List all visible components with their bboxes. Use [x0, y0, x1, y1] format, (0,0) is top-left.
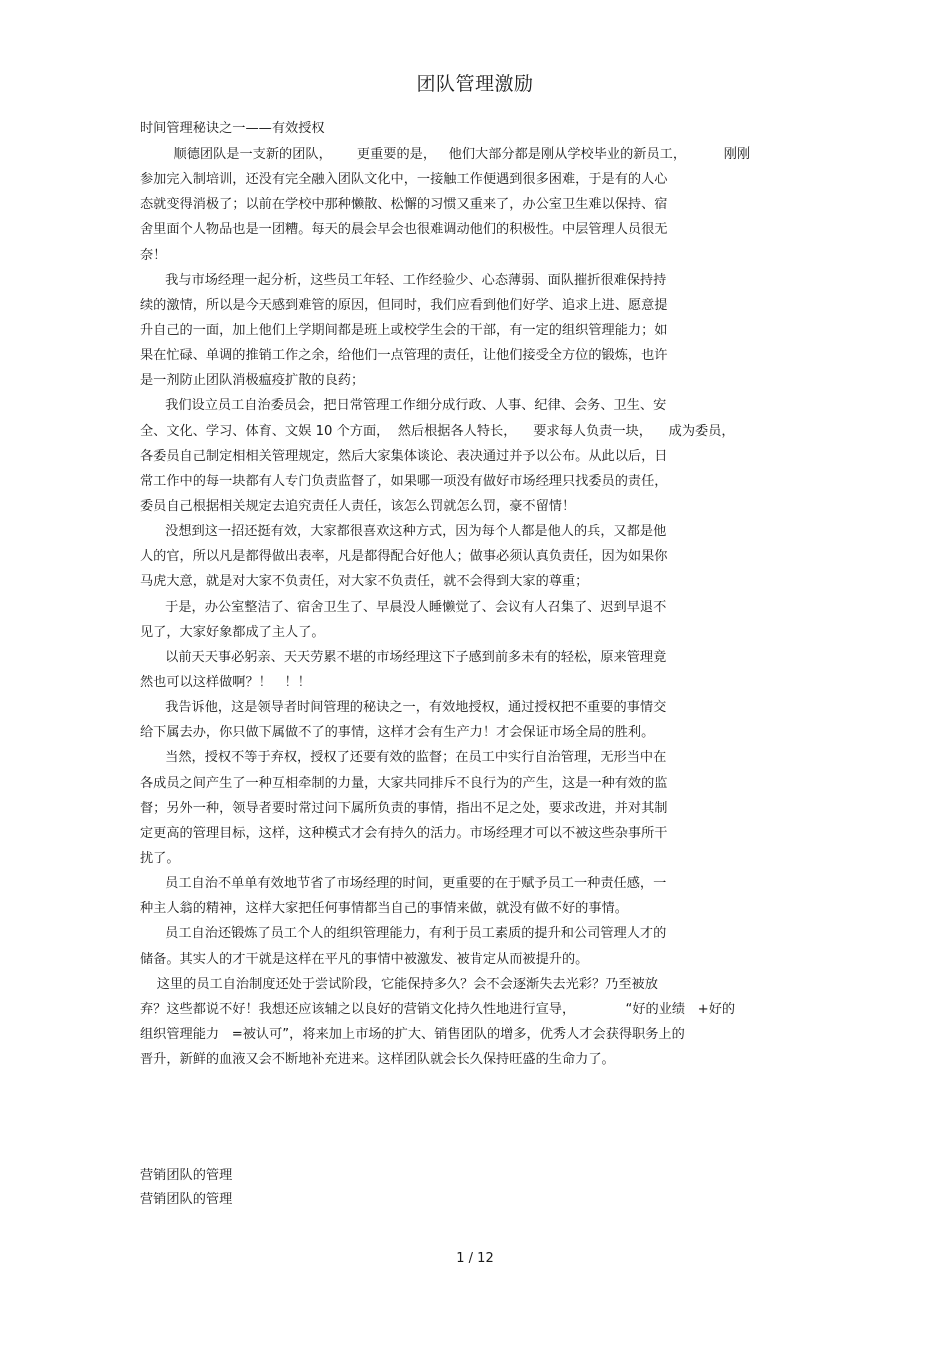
body-line: 全、文化、学习、体育、文娱 10 个方面， 然后根据各人特长， 要求每人负责一块， 成为委员， — [140, 423, 735, 439]
body-line: 弃？这些都说不好！我想还应该辅之以良好的营销文化持久性地进行宣导， “好的业绩 +好的 — [140, 1001, 736, 1017]
body-line: 于是，办公室整洁了、宿舍卫生了、早晨没人睡懒觉了、会议有人召集了、迟到早退不 — [140, 599, 667, 615]
body-line: 没想到这一招还挺有效，大家都很喜欢这种方式，因为每个人都是他人的兵，又都是他 — [140, 524, 667, 540]
body-line: 舍里面个人物品也是一团糟。每天的晨会早会也很难调动他们的积极性。中层管理人员很无 — [140, 222, 668, 238]
body-line: 是一剂防止团队消极瘟疫扩散的良药； — [140, 373, 365, 389]
body-line: 储备。其实人的才干就是这样在平凡的事情中被激发、被肯定从而被提升的。 — [140, 951, 589, 967]
footer-heading: 营销团队的管理 — [140, 1192, 233, 1207]
body-line: 顺德团队是一支新的团队， 更重要的是， 他们大部分都是刚从学校毕业的新员工， 刚刚 — [140, 147, 751, 162]
body-line: 我们设立员工自治委员会，把日常管理工作细分成行政、人事、纪律、会务、卫生、安 — [140, 398, 667, 414]
body-line: 员工自治不单单有效地节省了市场经理的时间，更重要的在于赋予员工一种责任感，一 — [140, 876, 667, 892]
body-line: 见了，大家好象都成了主人了。 — [140, 624, 325, 640]
body-line: 当然，授权不等于弃权，授权了还要有效的监督；在员工中实行自治管理，无形当中在 — [140, 750, 667, 766]
footer-heading: 营销团队的管理 — [140, 1168, 233, 1183]
body-line: 组织管理能力 =被认可”，将来加上市场的扩大、销售团队的增多，优秀人才会获得职务上的 — [140, 1026, 685, 1042]
page-number: 1 / 12 — [456, 1251, 494, 1266]
document-body — [140, 142, 810, 1072]
body-line: 给下属去办，你只做下属做不了的事情，这样才会有生产力！才会保证市场全局的胜利。 — [140, 725, 655, 741]
body-line: 态就变得消极了；以前在学校中那种懒散、松懈的习惯又重来了，办公室卫生难以保持、宿 — [140, 197, 668, 213]
body-line: 定更高的管理目标，这样，这种模式才会有持久的活力。市场经理才可以不被这些杂事所干 — [140, 825, 668, 841]
body-line: 我与市场经理一起分析，这些员工年轻、工作经验少、心态薄弱、面队摧折很难保持持 — [140, 272, 667, 288]
body-line: 果在忙碌、单调的推销工作之余，给他们一点管理的责任，让他们接受全方位的锻炼，也许 — [140, 348, 668, 364]
body-line: 扰了。 — [140, 850, 180, 866]
body-line: 升自己的一面，加上他们上学期间都是班上或校学生会的干部，有一定的组织管理能力；如 — [140, 322, 668, 338]
body-line: 各委员自己制定相相关管理规定，然后大家集体谈论、表决通过并予以公布。从此以后，日 — [140, 448, 668, 464]
body-line: 各成员之间产生了一种互相牵制的力量，大家共同排斥不良行为的产生，这是一种有效的监 — [140, 775, 668, 791]
body-line: 晋升，新鲜的血液又会不断地补充进来。这样团队就会长久保持旺盛的生命力了。 — [140, 1052, 615, 1068]
body-line: 人的官，所以凡是都得做出表率，凡是都得配合好他人；做事必须认真负责任，因为如果你 — [140, 549, 668, 565]
body-line: 委员自己根据相关规定去追究责任人责任，该怎么罚就怎么罚，豪不留情！ — [140, 498, 576, 514]
body-line: 督；另外一种，领导者要时常过问下属所负责的事情，指出不足之处，要求改进，并对其制 — [140, 800, 668, 816]
body-line: 然也可以这样做啊？！ ！！ — [140, 674, 311, 690]
body-line: 常工作中的每一块都有人专门负责监督了，如果哪一项没有做好市场经理只找委员的责任， — [140, 473, 668, 489]
body-line: 这里的员工自治制度还处于尝试阶段，它能保持多久？会不会逐渐失去光彩？乃至被放 — [140, 976, 658, 992]
body-line: 以前天天事必躬亲、天天劳累不堪的市场经理这下子感到前多未有的轻松，原来管理竟 — [140, 649, 667, 665]
section-subtitle: 时间管理秘诀之一——有效授权 — [140, 121, 325, 136]
body-line: 我告诉他，这是领导者时间管理的秘诀之一，有效地授权，通过授权把不重要的事情交 — [140, 700, 667, 716]
body-line: 员工自治还锻炼了员工个人的组织管理能力，有利于员工素质的提升和公司管理人才的 — [140, 926, 667, 942]
footer-headings — [140, 1164, 232, 1212]
body-line: 参加完入制培训，还没有完全融入团队文化中，一接触工作便遇到很多困难，于是有的人心 — [140, 172, 668, 188]
body-line: 马虎大意，就是对大家不负责任，对大家不负责任，就不会得到大家的尊重； — [140, 574, 589, 590]
document-title: 团队管理激励 — [416, 73, 534, 95]
body-line: 续的激情，所以是今天感到难管的原因，但同时，我们应看到他们好学、追求上进、愿意提 — [140, 297, 668, 313]
body-line: 奈！ — [140, 247, 167, 263]
body-line: 种主人翁的精神，这样大家把任何事情都当自己的事情来做，就没有做不好的事情。 — [140, 901, 628, 917]
